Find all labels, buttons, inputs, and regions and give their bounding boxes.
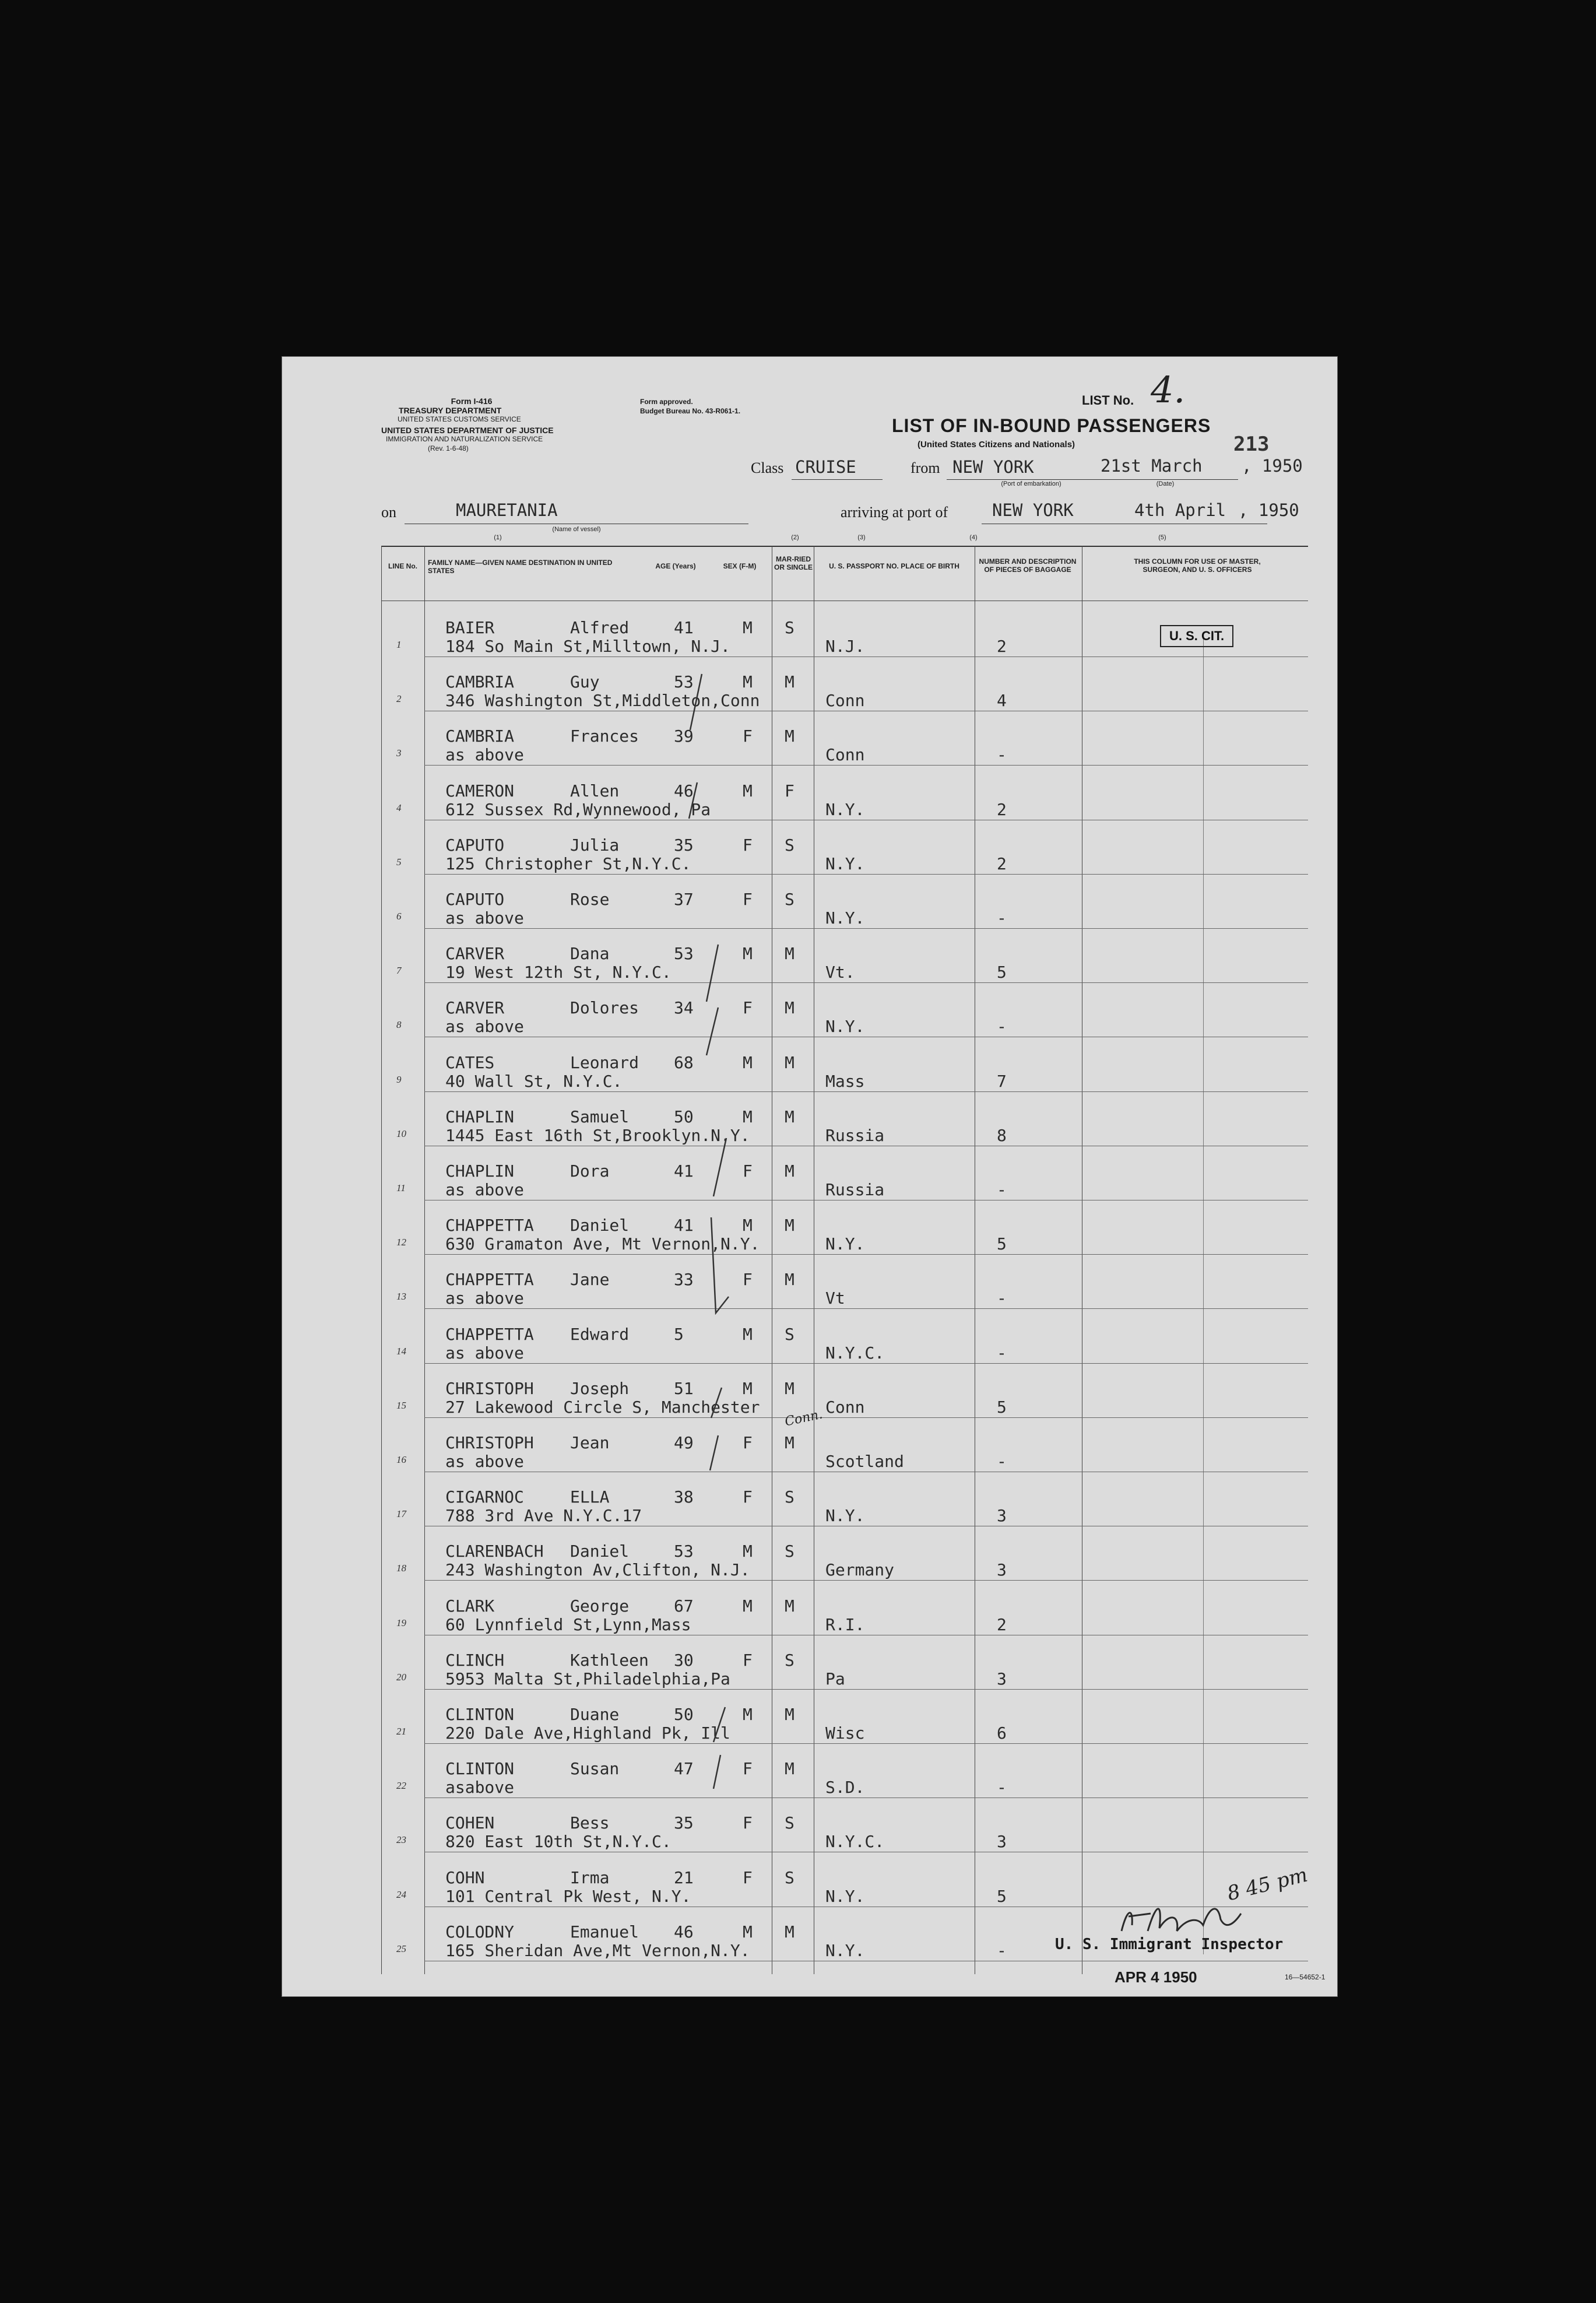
place-of-birth: Vt. (825, 963, 855, 982)
sex: F (743, 726, 753, 746)
destination: 788 3rd Ave N.Y.C.17 (445, 1506, 642, 1526)
baggage-count: 2 (997, 799, 1007, 819)
marital-status: S (785, 1650, 795, 1670)
sex: M (743, 944, 753, 964)
sex: M (743, 1542, 753, 1561)
line-number: 24 (396, 1888, 406, 1900)
arriving-label: arriving at port of (841, 504, 948, 521)
destination: asabove (445, 1778, 515, 1798)
age: 34 (674, 998, 694, 1018)
destination: 60 Lynnfield St,Lynn,Mass (445, 1614, 691, 1634)
us-citizen-stamp: U. S. CIT. (1160, 625, 1233, 647)
line-number: 10 (396, 1128, 406, 1139)
line-number: 11 (396, 1182, 406, 1193)
given-name: Dolores (570, 998, 639, 1018)
col-number: (4) (969, 534, 978, 541)
line-number: 17 (396, 1508, 406, 1520)
place-of-birth: Wisc (825, 1723, 865, 1743)
family-name: CHAPPETTA (445, 1216, 534, 1235)
age: 49 (674, 1433, 694, 1452)
sex: M (743, 1052, 753, 1072)
line-number: 4 (396, 802, 402, 813)
given-name: Allen (570, 781, 620, 801)
baggage-count: 2 (997, 854, 1007, 873)
date-caption: (Date) (1156, 480, 1175, 487)
given-name: ELLA (570, 1487, 610, 1507)
given-name: Duane (570, 1705, 620, 1724)
tick-marks-overlay (282, 357, 1337, 1996)
marital-status: M (785, 1216, 795, 1235)
age: 30 (674, 1650, 694, 1670)
family-name: CARVER (445, 944, 505, 964)
baggage-count: 3 (997, 1832, 1007, 1852)
baggage-count: 5 (997, 963, 1007, 982)
handwritten-conn-note: Conn. (783, 1407, 824, 1430)
place-of-birth: N.Y. (825, 1940, 865, 1960)
baggage-count: 6 (997, 1723, 1007, 1743)
manifest-page (282, 357, 1337, 1996)
departure-date: 21st March (1101, 456, 1203, 476)
family-name: CAMERON (445, 781, 515, 801)
marital-status: S (785, 835, 795, 855)
marital-status: M (785, 726, 795, 746)
from-label: from (911, 459, 940, 476)
baggage-count: 5 (997, 1234, 1007, 1254)
sex: F (743, 1433, 753, 1452)
marital-status: M (785, 1705, 795, 1724)
age: 5 (674, 1324, 684, 1344)
baggage-count: 8 (997, 1125, 1007, 1145)
given-name: Dora (570, 1161, 610, 1181)
given-name: Edward (570, 1324, 630, 1344)
baggage-count: 7 (997, 1071, 1007, 1091)
marital-status: M (785, 1922, 795, 1942)
baggage-count: - (997, 1343, 1007, 1363)
place-of-birth: Scotland (825, 1452, 904, 1471)
class-value: CRUISE (795, 457, 856, 477)
sex: M (743, 618, 753, 637)
baggage-count: 2 (997, 637, 1007, 656)
place-of-birth: Vt (825, 1289, 845, 1308)
line-number: 2 (396, 693, 402, 705)
marital-status: M (785, 944, 795, 964)
given-name: Julia (570, 835, 620, 855)
col-number: (5) (1158, 534, 1166, 541)
destination: as above (445, 908, 524, 928)
place-of-birth: N.Y.C. (825, 1343, 885, 1363)
sex: F (743, 1270, 753, 1290)
form-approved: Form approved. (640, 398, 693, 406)
destination: 19 West 12th St, N.Y.C. (445, 963, 672, 982)
given-name: Jean (570, 1433, 610, 1452)
place-of-birth: N.Y. (825, 1886, 865, 1906)
destination: as above (445, 1017, 524, 1037)
place-of-birth: Conn (825, 1397, 865, 1417)
marital-status: M (785, 1270, 795, 1290)
marital-status: M (785, 1378, 795, 1398)
given-name: Rose (570, 890, 610, 909)
place-of-birth: Pa (825, 1669, 845, 1688)
place-of-birth: Germany (825, 1560, 895, 1580)
place-of-birth: Russia (825, 1125, 885, 1145)
destination: as above (445, 1180, 524, 1199)
baggage-count: - (997, 745, 1007, 765)
age: 35 (674, 835, 694, 855)
line-number: 14 (396, 1345, 406, 1357)
place-of-birth: N.Y. (825, 1506, 865, 1526)
destination: 184 So Main St,Milltown, N.J. (445, 637, 730, 656)
age: 53 (674, 944, 694, 964)
age: 47 (674, 1759, 694, 1779)
age: 41 (674, 1161, 694, 1181)
vessel-name: MAURETANIA (456, 500, 558, 520)
age: 33 (674, 1270, 694, 1290)
place-of-birth: N.Y. (825, 799, 865, 819)
family-name: CHAPPETTA (445, 1270, 534, 1290)
family-name: BAIER (445, 618, 495, 637)
age: 35 (674, 1813, 694, 1833)
list-no: 4. (1151, 368, 1186, 411)
destination: 27 Lakewood Circle S, Manchester (445, 1397, 760, 1417)
marital-status: M (785, 1161, 795, 1181)
line-number: 12 (396, 1237, 406, 1248)
destination: 243 Washington Av,Clifton, N.J. (445, 1560, 750, 1580)
family-name: CLARENBACH (445, 1542, 544, 1561)
inspector-stamp: U. S. Immigrant Inspector (1055, 1936, 1284, 1953)
line-number: 6 (396, 911, 402, 922)
ins-label: IMMIGRATION AND NATURALIZATION SERVICE (386, 435, 543, 443)
baggage-count: - (997, 1452, 1007, 1471)
destination: as above (445, 1343, 524, 1363)
line-number: 25 (396, 1943, 406, 1954)
given-name: Joseph (570, 1378, 630, 1398)
page-subtitle: (United States Citizens and Nationals) (917, 440, 1075, 450)
family-name: CHAPLIN (445, 1107, 515, 1126)
family-name: CAPUTO (445, 835, 505, 855)
age: 38 (674, 1487, 694, 1507)
sex: M (743, 1596, 753, 1616)
destination: 346 Washington St,Middleton,Conn (445, 691, 760, 711)
marital-status: M (785, 1759, 795, 1779)
place-of-birth: N.Y. (825, 908, 865, 928)
col-name: FAMILY NAME—GIVEN NAME DESTINATION IN UNITED STATES (428, 559, 613, 575)
age: 53 (674, 1542, 694, 1561)
sex: F (743, 1161, 753, 1181)
form-id: Form I-416 (451, 396, 493, 406)
family-name: CLARK (445, 1596, 495, 1616)
sheet-number: 213 (1233, 433, 1270, 456)
line-number: 5 (396, 856, 402, 868)
family-name: CHRISTOPH (445, 1378, 534, 1398)
handwritten-time-note: 8 45 pm (1225, 1863, 1310, 1906)
place-of-birth: N.Y. (825, 854, 865, 873)
line-number: 3 (396, 747, 402, 759)
departure-year: , 1950 (1242, 456, 1303, 476)
baggage-count: - (997, 1180, 1007, 1199)
family-name: COHEN (445, 1813, 495, 1833)
place-of-birth: N.Y. (825, 1234, 865, 1254)
destination: 820 East 10th St,N.Y.C. (445, 1832, 672, 1852)
destination: as above (445, 1289, 524, 1308)
age: 37 (674, 890, 694, 909)
given-name: Leonard (570, 1052, 639, 1072)
place-of-birth: Conn (825, 691, 865, 711)
baggage-count: 5 (997, 1397, 1007, 1417)
sex: F (743, 890, 753, 909)
line-number: 20 (396, 1671, 406, 1683)
col-sex: SEX (F-M) (723, 562, 757, 570)
baggage-count: 4 (997, 691, 1007, 711)
family-name: CAPUTO (445, 890, 505, 909)
place-of-birth: S.D. (825, 1778, 865, 1798)
marital-status: S (785, 1487, 795, 1507)
baggage-count: 3 (997, 1669, 1007, 1688)
sex: M (743, 1216, 753, 1235)
marital-status: S (785, 1324, 795, 1344)
place-of-birth: Russia (825, 1180, 885, 1199)
family-name: CARVER (445, 998, 505, 1018)
place-of-birth: Conn (825, 745, 865, 765)
baggage-count: - (997, 1289, 1007, 1308)
arrival-date: 4th April (1134, 500, 1226, 520)
marital-status: M (785, 1596, 795, 1616)
sex: M (743, 781, 753, 801)
place-of-birth: Mass (825, 1071, 865, 1091)
vessel-caption: (Name of vessel) (552, 526, 601, 533)
treasury-label: TREASURY DEPARTMENT (399, 406, 502, 415)
list-no-label: LIST No. (1082, 393, 1134, 408)
arrival-port: NEW YORK (992, 500, 1074, 520)
line-number: 22 (396, 1780, 406, 1792)
sex: F (743, 835, 753, 855)
marital-status: S (785, 1542, 795, 1561)
line-number: 13 (396, 1291, 406, 1303)
date-stamp: APR 4 1950 (1115, 1968, 1197, 1986)
col-baggage: NUMBER AND DESCRIPTION OF PIECES OF BAGGAGE (979, 557, 1077, 574)
given-name: Emanuel (570, 1922, 639, 1942)
form-code: 16—54652-1 (1285, 1973, 1326, 1981)
col-married: MAR-RIED OR SINGLE (774, 555, 813, 571)
sex: F (743, 1759, 753, 1779)
destination: 630 Gramaton Ave, Mt Vernon,N.Y. (445, 1234, 760, 1254)
place-of-birth: R.I. (825, 1614, 865, 1634)
age: 50 (674, 1107, 694, 1126)
sex: F (743, 1650, 753, 1670)
baggage-count: - (997, 1940, 1007, 1960)
sex: F (743, 1487, 753, 1507)
given-name: Jane (570, 1270, 610, 1290)
age: 50 (674, 1705, 694, 1724)
given-name: Kathleen (570, 1650, 649, 1670)
age: 68 (674, 1052, 694, 1072)
baggage-count: 2 (997, 1614, 1007, 1634)
justice-label: UNITED STATES DEPARTMENT OF JUSTICE (381, 426, 554, 435)
marital-status: M (785, 672, 795, 692)
class-label: Class (751, 459, 784, 476)
destination: 5953 Malta St,Philadelphia,Pa (445, 1669, 730, 1688)
marital-status: M (785, 1107, 795, 1126)
given-name: Frances (570, 726, 639, 746)
col-number: (2) (791, 534, 799, 541)
col-number: (3) (857, 534, 866, 541)
line-number: 15 (396, 1399, 406, 1411)
sex: M (743, 672, 753, 692)
marital-status: F (785, 781, 795, 801)
destination: 101 Central Pk West, N.Y. (445, 1886, 691, 1906)
col-age: AGE (Years) (655, 562, 696, 570)
marital-status: M (785, 1433, 795, 1452)
from-caption: (Port of embarkation) (1001, 480, 1061, 487)
marital-status: M (785, 998, 795, 1018)
baggage-count: 3 (997, 1506, 1007, 1526)
age: 41 (674, 1216, 694, 1235)
sex: M (743, 1378, 753, 1398)
place-of-birth: N.Y. (825, 1017, 865, 1037)
line-number: 8 (396, 1019, 402, 1031)
line-number: 21 (396, 1726, 406, 1737)
age: 67 (674, 1596, 694, 1616)
sex: M (743, 1922, 753, 1942)
destination: 1445 East 16th St,Brooklyn.N.Y. (445, 1125, 750, 1145)
arrival-year: , 1950 (1238, 500, 1299, 520)
age: 46 (674, 781, 694, 801)
destination: 220 Dale Ave,Highland Pk, Ill (445, 1723, 730, 1743)
destination: 165 Sheridan Ave,Mt Vernon,N.Y. (445, 1940, 750, 1960)
family-name: CAMBRIA (445, 726, 515, 746)
family-name: CAMBRIA (445, 672, 515, 692)
page-title: LIST OF IN-BOUND PASSENGERS (892, 415, 1211, 436)
baggage-count: - (997, 908, 1007, 928)
given-name: Alfred (570, 618, 630, 637)
destination: as above (445, 745, 524, 765)
col-number: (1) (494, 534, 502, 541)
given-name: Samuel (570, 1107, 630, 1126)
family-name: CHRISTOPH (445, 1433, 534, 1452)
line-number: 18 (396, 1563, 406, 1574)
family-name: CHAPLIN (445, 1161, 515, 1181)
given-name: Irma (570, 1867, 610, 1887)
age: 41 (674, 618, 694, 637)
rev-label: (Rev. 1-6-48) (428, 444, 469, 452)
marital-status: S (785, 1867, 795, 1887)
place-of-birth: N.Y.C. (825, 1832, 885, 1852)
given-name: Susan (570, 1759, 620, 1779)
budget-bureau: Budget Bureau No. 43-R061-1. (640, 407, 741, 415)
given-name: Guy (570, 672, 600, 692)
destination: as above (445, 1452, 524, 1471)
marital-status: S (785, 618, 795, 637)
age: 39 (674, 726, 694, 746)
age: 53 (674, 672, 694, 692)
place-of-birth: N.J. (825, 637, 865, 656)
sex: M (743, 1107, 753, 1126)
given-name: Bess (570, 1813, 610, 1833)
sex: F (743, 1813, 753, 1833)
marital-status: S (785, 1813, 795, 1833)
from-value: NEW YORK (952, 457, 1034, 477)
baggage-count: - (997, 1778, 1007, 1798)
age: 21 (674, 1867, 694, 1887)
sex: M (743, 1705, 753, 1724)
customs-label: UNITED STATES CUSTOMS SERVICE (398, 415, 521, 423)
destination: 612 Sussex Rd,Wynnewood, Pa (445, 799, 711, 819)
line-number: 23 (396, 1834, 406, 1846)
sex: F (743, 1867, 753, 1887)
on-label: on (381, 504, 396, 521)
given-name: Daniel (570, 1542, 630, 1561)
family-name: CATES (445, 1052, 495, 1072)
age: 46 (674, 1922, 694, 1942)
given-name: George (570, 1596, 630, 1616)
sex: F (743, 998, 753, 1018)
col-passport: U. S. PASSPORT NO. PLACE OF BIRTH (829, 562, 959, 570)
sex: M (743, 1324, 753, 1344)
baggage-count: - (997, 1017, 1007, 1037)
family-name: CIGARNOC (445, 1487, 524, 1507)
destination: 125 Christopher St,N.Y.C. (445, 854, 691, 873)
given-name: Dana (570, 944, 610, 964)
family-name: CLINTON (445, 1705, 515, 1724)
given-name: Daniel (570, 1216, 630, 1235)
age: 51 (674, 1378, 694, 1398)
col-line-no: LINE No. (388, 562, 417, 570)
family-name: COLODNY (445, 1922, 515, 1942)
marital-status: S (785, 890, 795, 909)
family-name: CLINCH (445, 1650, 505, 1670)
family-name: COHN (445, 1867, 485, 1887)
family-name: CHAPPETTA (445, 1324, 534, 1344)
baggage-count: 3 (997, 1560, 1007, 1580)
marital-status: M (785, 1052, 795, 1072)
family-name: CLINTON (445, 1759, 515, 1779)
line-number: 9 (396, 1073, 402, 1085)
col-official: THIS COLUMN FOR USE OF MASTER, SURGEON, AND U. S. OFFICERS (1134, 557, 1261, 574)
line-number: 16 (396, 1454, 406, 1465)
line-number: 7 (396, 965, 402, 977)
destination: 40 Wall St, N.Y.C. (445, 1071, 623, 1091)
line-number: 1 (396, 639, 402, 650)
line-number: 19 (396, 1617, 406, 1628)
baggage-count: 5 (997, 1886, 1007, 1906)
